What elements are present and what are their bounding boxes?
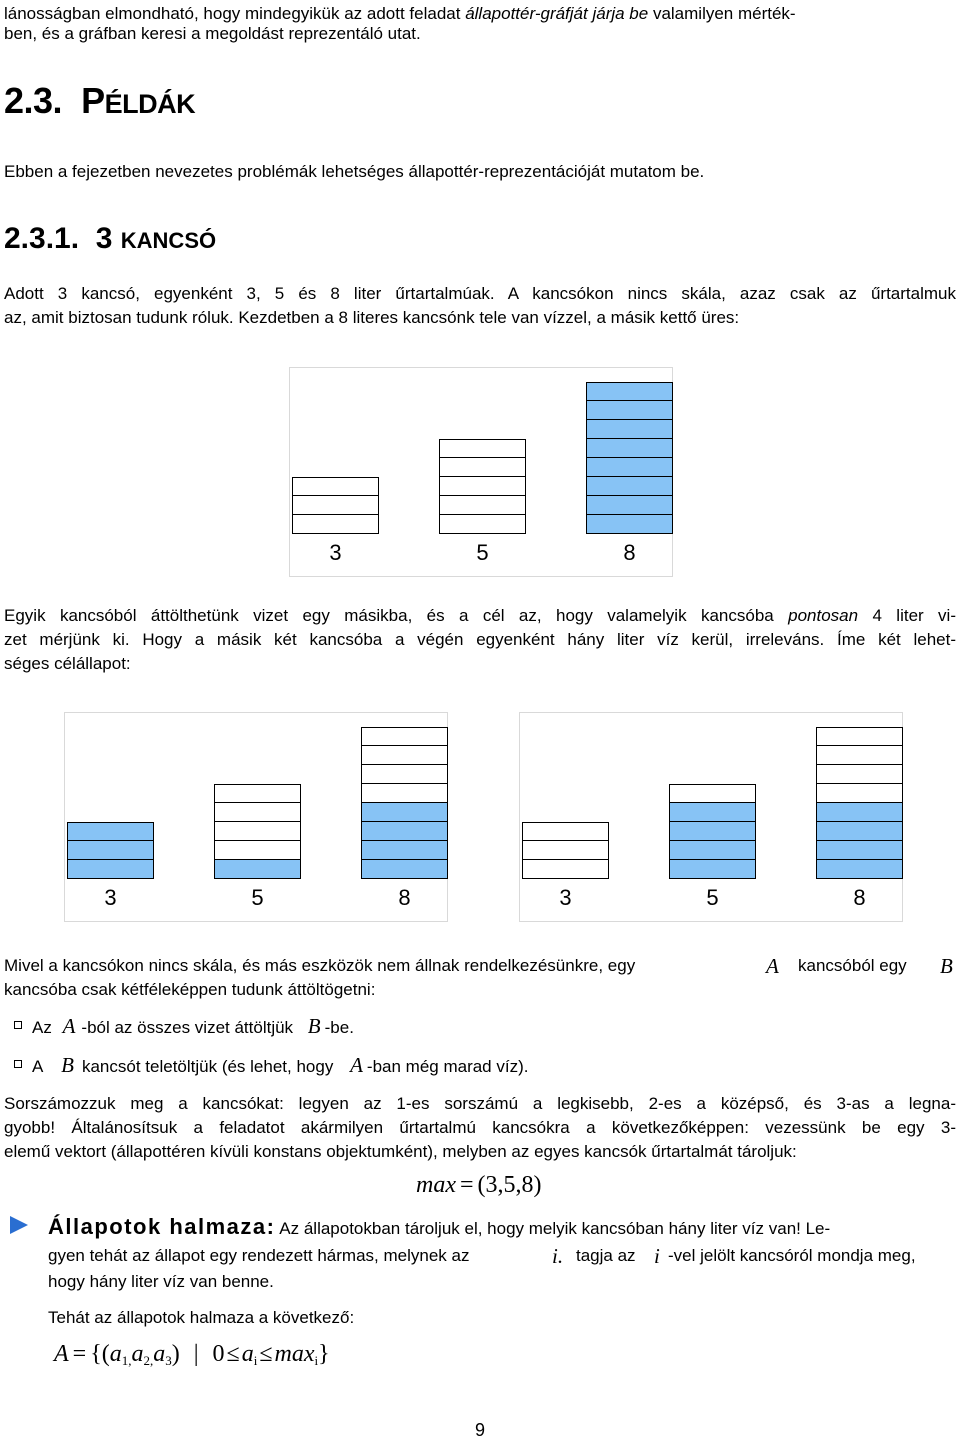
jug-3l	[522, 822, 609, 879]
para1-line-2: az, amit biztosan tudunk róluk. Kezdetben a 8 literes kancsónk tele van vízzel, a másik kettő üres:	[4, 308, 740, 327]
states-intro: Tehát az állapotok halmaza a következő:	[48, 1308, 355, 1327]
jug-5l	[439, 439, 526, 534]
section-title-rest: ÉLDÁK	[104, 89, 196, 119]
jug-cell-water	[669, 841, 756, 860]
jug-cell-empty	[361, 746, 448, 765]
para2-line-1: Egyik kancsóból áttölthetünk vizet egy másikba, és a cél az, hogy valamelyik kancsóba pontosan 4 liter vi-	[4, 606, 956, 625]
jug-cell-water	[67, 860, 154, 879]
jug-cell-water	[586, 496, 673, 515]
figure-goal-state-2	[519, 712, 903, 922]
jug-8l	[816, 727, 903, 879]
jug-cell-water	[586, 477, 673, 496]
jug-5l	[214, 784, 301, 879]
para4-line-3: elemű vektort (állapottéren kívüli konstans objektumként), melyben az egyes kancsók űrtartalmát tároljuk:	[4, 1142, 797, 1161]
jug-capacity-label: 5	[706, 885, 719, 910]
jug-cell-empty	[439, 515, 526, 534]
jug-cell-water	[669, 803, 756, 822]
jug-cell-water	[669, 860, 756, 879]
arrow-bullet-icon	[10, 1216, 28, 1234]
bullet-marker	[14, 1021, 22, 1029]
para4-line-1: Sorszámozzuk meg a kancsókat: legyen az 1-es sorszámú a legkisebb, 2-es a középső, és 3-as a legna-	[4, 1094, 956, 1113]
jug-cell-water	[816, 822, 903, 841]
jug-capacity-label: 5	[476, 540, 489, 565]
jug-cell-empty	[292, 496, 379, 515]
para2-line-2: zet mérjünk ki. Hogy a másik két kancsóba a végén egyenként hány liter víz kerül, irreleváns. Íme két lehet-	[4, 630, 956, 649]
section-number: 2.3.	[4, 80, 63, 121]
section-text: Ebben a fejezetben nevezetes problémák lehetséges állapottér-reprezentációját mutatom be.	[4, 162, 705, 181]
jug-3l	[292, 477, 379, 534]
var-B: B	[940, 954, 953, 978]
jug-capacity-label: 8	[853, 885, 866, 910]
jug-cell-empty	[214, 784, 301, 803]
jug-cell-water	[67, 841, 154, 860]
states-title: Állapotok halmaza:	[48, 1214, 276, 1239]
jug-cell-water	[586, 401, 673, 420]
jug-cell-empty	[439, 439, 526, 458]
jug-cell-water	[586, 458, 673, 477]
jug-cell-water	[816, 841, 903, 860]
jug-cell-empty	[816, 727, 903, 746]
bullet-item-2: A B kancsót teletöltjük (és lehet, hogy A -ban még marad víz).	[32, 1053, 529, 1077]
section-title-cap: P	[81, 80, 105, 121]
subsection-number: 2.3.1.	[4, 222, 80, 255]
jug-8l	[361, 727, 448, 879]
para4-line-2: gyobb! Általánosítsuk a feladatot akármilyen űrtartalmú kancsókra a következőképpen: vezessünk be egy 3-	[4, 1118, 956, 1137]
jug-cell-empty	[816, 746, 903, 765]
jug-capacity-label: 8	[623, 540, 636, 565]
page-number: 9	[474, 1420, 485, 1440]
states-line-2: gyen tehát az állapot egy rendezett hármas, melynek az i. tagja az i -vel jelölt kancsóról mondja meg,	[48, 1244, 916, 1268]
jug-capacity-label: 8	[398, 885, 411, 910]
jug-cell-empty	[669, 784, 756, 803]
jug-cell-empty	[361, 727, 448, 746]
subsection-title-num: 3	[95, 222, 113, 255]
para2-line-3: séges célállapot:	[4, 654, 131, 673]
jug-cell-empty	[522, 822, 609, 841]
jug-cell-empty	[214, 822, 301, 841]
jug-8l	[586, 382, 673, 534]
jug-cell-water	[586, 515, 673, 534]
jug-cell-empty	[361, 765, 448, 784]
jug-cell-water	[214, 860, 301, 879]
jug-cell-water	[361, 822, 448, 841]
figure-initial-state	[289, 367, 673, 577]
jug-cell-water	[361, 841, 448, 860]
jug-cell-water	[361, 860, 448, 879]
jug-cell-empty	[214, 803, 301, 822]
bullet-item-1: Az A -ból az összes vizet áttöltjük B -be.	[32, 1014, 354, 1038]
subsection-title-rest: KANCSÓ	[120, 228, 217, 253]
jug-cell-water	[361, 803, 448, 822]
var-i-dot: i.	[552, 1244, 564, 1268]
jug-3l	[67, 822, 154, 879]
equation-state-set: $A = \{(a_{1,}a_{2,}a_3)$ | $0\le a_i\le\max_i$}	[54, 1341, 330, 1368]
subsection-heading	[4, 222, 216, 256]
section-heading	[4, 80, 195, 122]
jug-capacity-label: 3	[329, 540, 342, 565]
jug-cell-empty	[522, 841, 609, 860]
intro-line-2: ben, és a gráfban keresi a megoldást reprezentáló utat.	[4, 24, 421, 43]
jug-cell-water	[586, 439, 673, 458]
jug-cell-water	[816, 803, 903, 822]
jug-cell-empty	[439, 458, 526, 477]
jug-cell-empty	[292, 477, 379, 496]
jug-capacity-label: 5	[251, 885, 264, 910]
jug-5l	[669, 784, 756, 879]
var-i: i	[654, 1244, 660, 1268]
states-line-1: Állapotok halmaza: Az állapotokban tároljuk el, hogy melyik kancsóban hány liter víz van! Le-	[48, 1214, 831, 1239]
equation-max: max = (3,5,8)	[416, 1172, 542, 1198]
jug-cell-empty	[816, 765, 903, 784]
jug-cell-water	[669, 822, 756, 841]
jug-cell-water	[586, 420, 673, 439]
jug-capacity-label: 3	[559, 885, 572, 910]
jug-cell-empty	[361, 784, 448, 803]
jug-cell-empty	[292, 515, 379, 534]
jug-cell-empty	[214, 841, 301, 860]
var-A: A	[766, 954, 779, 978]
bullet-marker	[14, 1060, 22, 1068]
jug-cell-empty	[439, 477, 526, 496]
jug-cell-water	[816, 860, 903, 879]
jug-cell-water	[586, 382, 673, 401]
jug-cell-empty	[522, 860, 609, 879]
jug-cell-empty	[816, 784, 903, 803]
jug-capacity-label: 3	[104, 885, 117, 910]
intro-line-1: lánosságban elmondható, hogy mindegyikük az adott feladat állapottér-gráfját járja be valamilyen mérték-	[4, 4, 796, 23]
para3-line-1: Mivel a kancsókon nincs skála, és más eszközök nem állnak rendelkezésünkre, egy A kancsóból egy B	[4, 954, 953, 978]
para1-line-1: Adott 3 kancsó, egyenként 3, 5 és 8 liter űrtartalmúak. A kancsókon nincs skála, azaz csak az űrtartalmuk	[4, 284, 956, 303]
jug-cell-empty	[439, 496, 526, 515]
states-line-3: hogy hány liter víz van benne.	[48, 1272, 274, 1291]
para3-line-2: kancsóba csak kétféleképpen tudunk áttöltögetni:	[4, 980, 376, 999]
jug-cell-water	[67, 822, 154, 841]
figure-goal-state-1	[64, 712, 448, 922]
